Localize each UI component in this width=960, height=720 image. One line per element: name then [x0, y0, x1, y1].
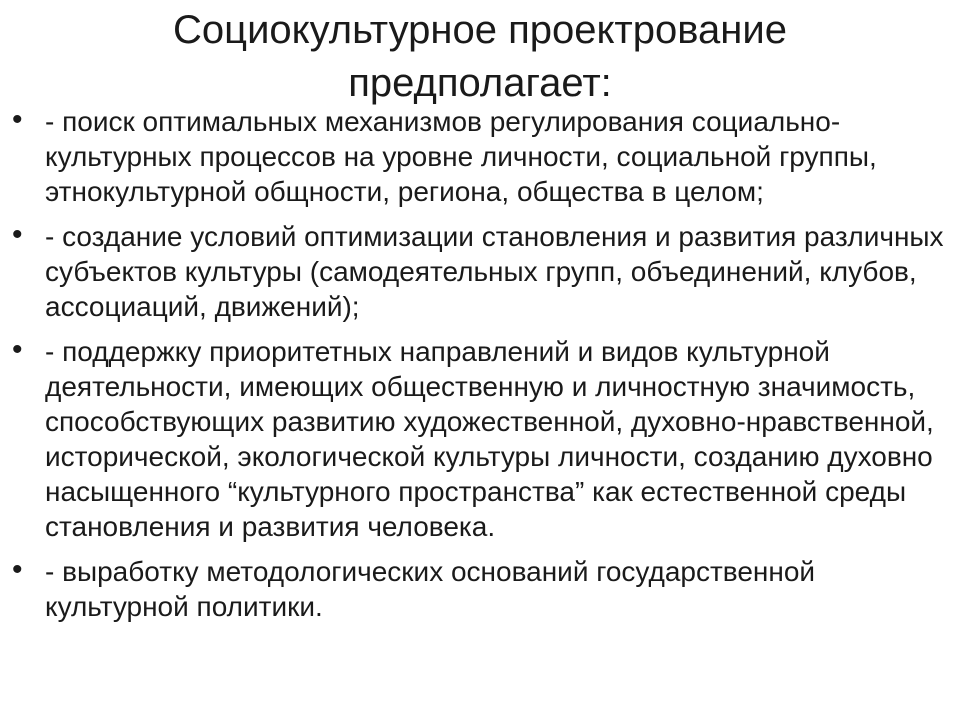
- bullet-icon: •: [12, 333, 23, 366]
- bullet-item-4: [0, 554, 960, 624]
- bullet-icon: •: [12, 218, 23, 251]
- bullet-item-1: [0, 104, 960, 209]
- bullet-item-3: [0, 334, 960, 544]
- bullet-text: - поиск оптимальных механизмов регулирования социально-культурных процессов на уровне личности, социальной группы, этнокультурной общности, региона, общества в целом;: [45, 106, 877, 207]
- bullet-list: [0, 104, 960, 634]
- bullet-item-2: [0, 219, 960, 324]
- bullet-icon: •: [12, 103, 23, 136]
- bullet-icon: •: [12, 553, 23, 586]
- bullet-text: - выработку методологических оснований государственной культурной политики.: [45, 556, 816, 622]
- bullet-text: - создание условий оптимизации становления и развития различных субъектов культуры (самодеятельных групп, объединений, клубов, ассоциаций, движений);: [45, 221, 944, 322]
- slide-title: Социокультурное проектрование предполагает:: [173, 8, 787, 105]
- bullet-text: - поддержку приоритетных направлений и видов культурной деятельности, имеющих общественную и личностную значимость, способствующих развитию художественной, духовно-нравственной, исторической, экологической культуры личности, созданию духовно насыщенного “культурного пространства” как естественной среды становления и развития человека.: [45, 336, 934, 542]
